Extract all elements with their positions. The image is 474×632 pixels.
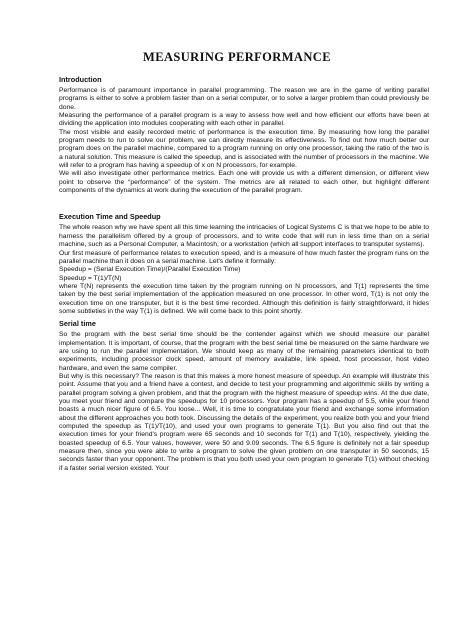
section-heading-serial-time: Serial time — [59, 319, 96, 329]
paragraph: So the program with the best serial time should be the contender against which we should measure our parallel implementation. It is important, of course, that the program with the best serial time be measured on the same hardware we are using to run the parallel implementation. We should keep as many of the remaining parameters identical to both experiments, including processor clock speed, amount of memory available, link speed, host processor, host video hardware, and even the same compiler. — [59, 331, 429, 372]
section-heading-execution-time: Execution Time and Speedup — [59, 212, 161, 222]
paragraph: Performance is of paramount importance in parallel programming. The reason we are in the game of writing parallel programs is either to solve a problem faster than on a serial computer, or to solve a larger problem than could previously be done. — [59, 87, 429, 111]
paragraph: Measuring the performance of a parallel program is a way to assess how well and how efficient our efforts have been at dividing the application into modules cooperating with each other in parallel. — [59, 112, 429, 128]
paragraph: But why is this necessary? The reason is that this makes a more honest measure of speedup. An example will illustrate this point. Assume that you and a friend have a contest, and decide to test your programming and algorithmic skills by writing a parallel program solving a given problem, and that the program with the highest measure of speedup wins. At the due date, you meet your friend and compare the speedups for 10 processors. Your program has a speedup of 5.5, while your friend boasts a much nicer figure of 6.5. You loose... Well, it is time to congratulate your friend and exchange some information about the different approaches you both took. Discussing the details of the experiment, you realize both you and your friend computed the speedup as T(1)/T(10), and used your own programs to generate T(1). But you also find out that the execution times for your friend's program were 65 seconds and 10 seconds for T(1) and T(10), respectively, yielding the boasted speedup of 6.5. Your values, however, were 50 and 9.09 seconds. The 6.5 figure is definitely not a fair speedup measure then, since you were able to write a program to solve the given problem on one transputer in 50 seconds, 15 seconds faster than your opponent. The problem is that you both used your own program to generate T(1) without checking if a faster serial version existed. Your — [59, 372, 429, 472]
paragraph: The whole reason why we have spent all this time learning the intricacies of Logical Systems C is that we hope to be able to harness the parallelism offered by a group of processors, and to write code that will run in less time than on a serial machine, such as a Personal Computer, a Macintosh, or a workstation (which all support interfaces to transputer systems). — [59, 224, 429, 249]
document-body — [59, 75, 429, 473]
paragraph: We will also investigate other performance metrics. Each one will provide us with a different dimension, or different view point to observe the “performance” of the system. The metrics are all related to each other, but highlight different components of the dynamics at work during the execution of the parallel program. — [59, 170, 429, 195]
section-heading-introduction: Introduction — [59, 75, 102, 84]
speedup-formula-symbols: Speedup = T(1)/T(N) — [59, 274, 122, 282]
paragraph: where T(N) represents the execution time taken by the program running on N processors, and T(1) represents the time taken by the best serial implementation of the application measured on one processor. In other word, T(1) is not only the execution time on one transputer, but it is the best time recorded. Although this definition is fairly straightforward, it hides some subtleties in the way T(1) is defined. We will come back to this point shortly. — [59, 282, 429, 315]
paragraph: The most visible and easily recorded metric of performance is the execution time. By measuring how long the parallel program needs to run to solve our problem, we can directly measure its effectiveness. To find out how much better our program does on the parallel machine, compared to a program running on only one processor, taking the ratio of the two is a natural solution. This measure is called the speedup, and is associated with the number of processors in the machine. We will refer to a program has having a speedup of x on N processors, for example. — [59, 128, 429, 170]
page-title: MEASURING PERFORMANCE — [143, 50, 331, 64]
paragraph: Our first measure of performance relates to execution speed, and is a measure of how much faster the program runs on the parallel machine than it does on a serial machine. Let's define it formally: — [59, 249, 429, 265]
speedup-formula-words: Speedup = (Serial Execution Time)/(Parallel Execution Time) — [59, 266, 241, 274]
